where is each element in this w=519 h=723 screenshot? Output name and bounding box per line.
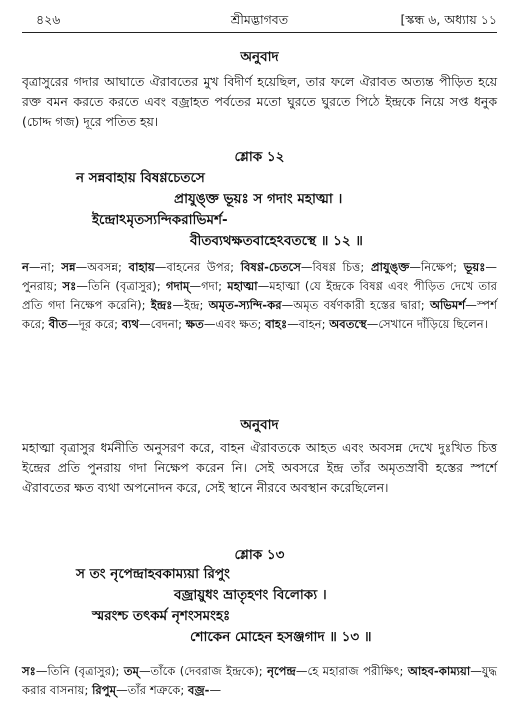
sanskrit-word: ব্যথ [121, 317, 140, 331]
em-dash: — [281, 298, 294, 312]
sanskrit-word: বাহায় [128, 260, 155, 274]
em-dash: — [209, 683, 222, 697]
em-dash: — [172, 298, 185, 312]
verse-12-line-2: প্রাযুঙ্‌ক্ত ভূয়ঃ স গদাং মহাত্মা । [174, 191, 343, 207]
sanskrit-word: সন্ন [61, 260, 76, 274]
word-meaning: সেখানে দাঁড়িয়ে ছিলেন। [378, 317, 488, 331]
sanskrit-word: নৃপেন্দ্র [267, 664, 296, 678]
em-dash: — [470, 664, 482, 678]
em-dash: — [295, 664, 308, 678]
em-dash: — [35, 664, 48, 678]
page-header [22, 8, 497, 32]
verse-13 [22, 564, 497, 648]
em-dash: — [138, 664, 151, 678]
sanskrit-word: ভূয়ঃ [463, 260, 486, 274]
word-meaning: তিনি (বৃত্রাসুর); [47, 664, 124, 678]
em-dash: — [203, 317, 216, 331]
section-reference: [স্কন্ধ ৬, অধ্যায় ১১ [400, 12, 497, 27]
sanskrit-word: ক্ষত [185, 317, 204, 331]
header-rule [22, 32, 497, 33]
verse-13-line-4: শোকেন মোহেন হসঞ্জগাদ ॥ ১৩ ॥ [190, 629, 372, 645]
translation-paragraph-2: মহাত্মা বৃত্রাসুর ধর্মনীতি অনুসরণ করে, বাহন ঐরাবতকে আহত এবং অবসন্ন দেখে দুঃখিত চিত্ত ইন্দ্রের প্রতি পুনরায় গদা নিক্ষেপ করেন নি। সেই অবসরে ইন্দ্র তাঁর অমৃতস্রাবী হস্তের স্পর্শে ঐরাবতের ক্ষত ব্যথা অপনোদন করে, সেই স্থানে নীরবে অবস্থান করেছিলেন। [22, 440, 497, 495]
em-dash: — [189, 279, 202, 293]
verse-13-line-3: স্মরংশ্চ তৎকর্ম নৃশংসমংহঃ [92, 608, 231, 624]
word-meaning: তাঁর শত্রুকে; [127, 683, 188, 697]
sanskrit-word: বিষণ্ণ-চেতসে [240, 260, 301, 274]
sanskrit-word: মহাত্মা [227, 279, 258, 293]
page-number: ৪২৬ [36, 12, 61, 27]
em-dash: — [139, 317, 151, 331]
sanskrit-word: অবতস্থে [329, 317, 367, 331]
word-meaning: তিনি (বৃত্রাসুর); [87, 279, 166, 293]
verse-12-line-4: বীতব্যথক্ষতবাহেঽবতস্থে ॥ ১২ ॥ [190, 233, 363, 249]
word-meaning: বেদনা; [150, 317, 186, 331]
word-meaning: বাহনের উপর; [166, 260, 241, 274]
translation-text-1 [22, 72, 497, 132]
word-meaning: অবসন্ন; [87, 260, 129, 274]
translation-heading-1: অনুবাদ [240, 49, 279, 65]
em-dash: — [116, 683, 128, 697]
word-meaning: নিক্ষেপ; [421, 260, 464, 274]
verse-12-line-1: ন সন্নবাহায় বিষণ্ণচেতসে [76, 170, 205, 186]
translation-text-2 [22, 438, 497, 498]
verse-13-line-1: স তং নৃপেন্দ্রাহবকাম্যয়া রিপুং [76, 566, 230, 582]
em-dash: — [465, 298, 477, 312]
em-dash: — [366, 317, 379, 331]
word-meaning: বাহন; [298, 317, 330, 331]
translation-heading-2: অনুবাদ [240, 417, 279, 433]
em-dash: — [300, 260, 313, 274]
word-meaning: হে মহারাজ পরীক্ষিৎ; [307, 664, 408, 678]
word-meaning: বিষণ্ণ চিত্ত; [312, 260, 371, 274]
verse-13-line-2: বজ্রায়ুধং ভ্রাতৃহণং বিলোক্য । [174, 587, 327, 603]
sanskrit-word: রিপুম্ [92, 683, 117, 697]
translation-paragraph-1: বৃত্রাসুরের গদার আঘাতে ঐরাবতের মুখ বিদীর্ণ হয়েছিল, তার ফলে ঐরাবত অত্যন্ত পীড়িত হয়ে রক্ত বমন করতে করতে এবং বজ্রাহত পর্বতের মতো ঘুরতে ঘুরতে পিঠে ইন্দ্রকে নিয়ে সপ্ত ধনুক (চোদ্দ গজ) দূরে পতিত হয়। [22, 74, 497, 129]
em-dash: — [67, 317, 79, 331]
em-dash: — [409, 260, 421, 274]
verse-12-line-3: ইন্দ্রোঽমৃতস্যন্দিকরাভিমর্শ- [92, 212, 228, 228]
word-for-word-12 [22, 258, 497, 334]
word-meaning: দূর করে; [78, 317, 122, 331]
em-dash: — [485, 260, 497, 274]
sanskrit-word: তম্ [123, 664, 139, 678]
sanskrit-word: গদাম্ [165, 279, 190, 293]
sanskrit-word: অভিমর্শ [429, 298, 466, 312]
word-meaning: ইন্দ্র; [184, 298, 209, 312]
word-meaning: অমৃত বর্ষণকারী হস্তের দ্বারা; [293, 298, 430, 312]
word-meaning: যুদ্ধ করার বাসনায়; [22, 664, 497, 697]
em-dash: — [257, 279, 270, 293]
word-meaning: গদা; [201, 279, 228, 293]
sanskrit-word: প্রাযুঙ্‌ক্ত [370, 260, 410, 274]
sanskrit-word: সঃ [22, 664, 36, 678]
word-meaning: স্পর্শ করে; [22, 298, 497, 331]
word-meaning: পুনরায়; [22, 279, 63, 293]
verse-heading-13: শ্লোক ১৩ [234, 547, 285, 563]
sanskrit-word: বীত [48, 317, 68, 331]
sanskrit-word: ইন্দ্রঃ [150, 298, 173, 312]
sanskrit-word: অমৃত-স্যন্দি-কর [208, 298, 282, 312]
sanskrit-word: বাহঃ [265, 317, 288, 331]
sanskrit-word: সঃ [62, 279, 77, 293]
book-title: শ্রীমদ্ভাগবত [230, 12, 289, 27]
verse-12 [22, 168, 497, 252]
em-dash: — [154, 260, 167, 274]
sanskrit-word: আহব-কাম্যয়া [407, 664, 471, 678]
em-dash: — [75, 260, 88, 274]
sanskrit-word: ন [22, 260, 29, 274]
em-dash: — [28, 260, 41, 274]
word-meaning: এবং ক্ষত; [215, 317, 266, 331]
word-meaning: না; [40, 260, 62, 274]
em-dash: — [76, 279, 88, 293]
word-for-word-13 [22, 662, 497, 700]
verse-heading-12: শ্লোক ১২ [234, 149, 285, 165]
word-meaning: মহাত্মা (যে ইন্দ্রকে বিষণ্ণ এবং পীড়িত দেখে তার প্রতি গদা নিক্ষেপ করেনি); [22, 279, 497, 312]
em-dash: — [287, 317, 299, 331]
sanskrit-word: বজ্র- [188, 683, 210, 697]
word-meaning: তাঁকে (দেবরাজ ইন্দ্রকে); [150, 664, 268, 678]
